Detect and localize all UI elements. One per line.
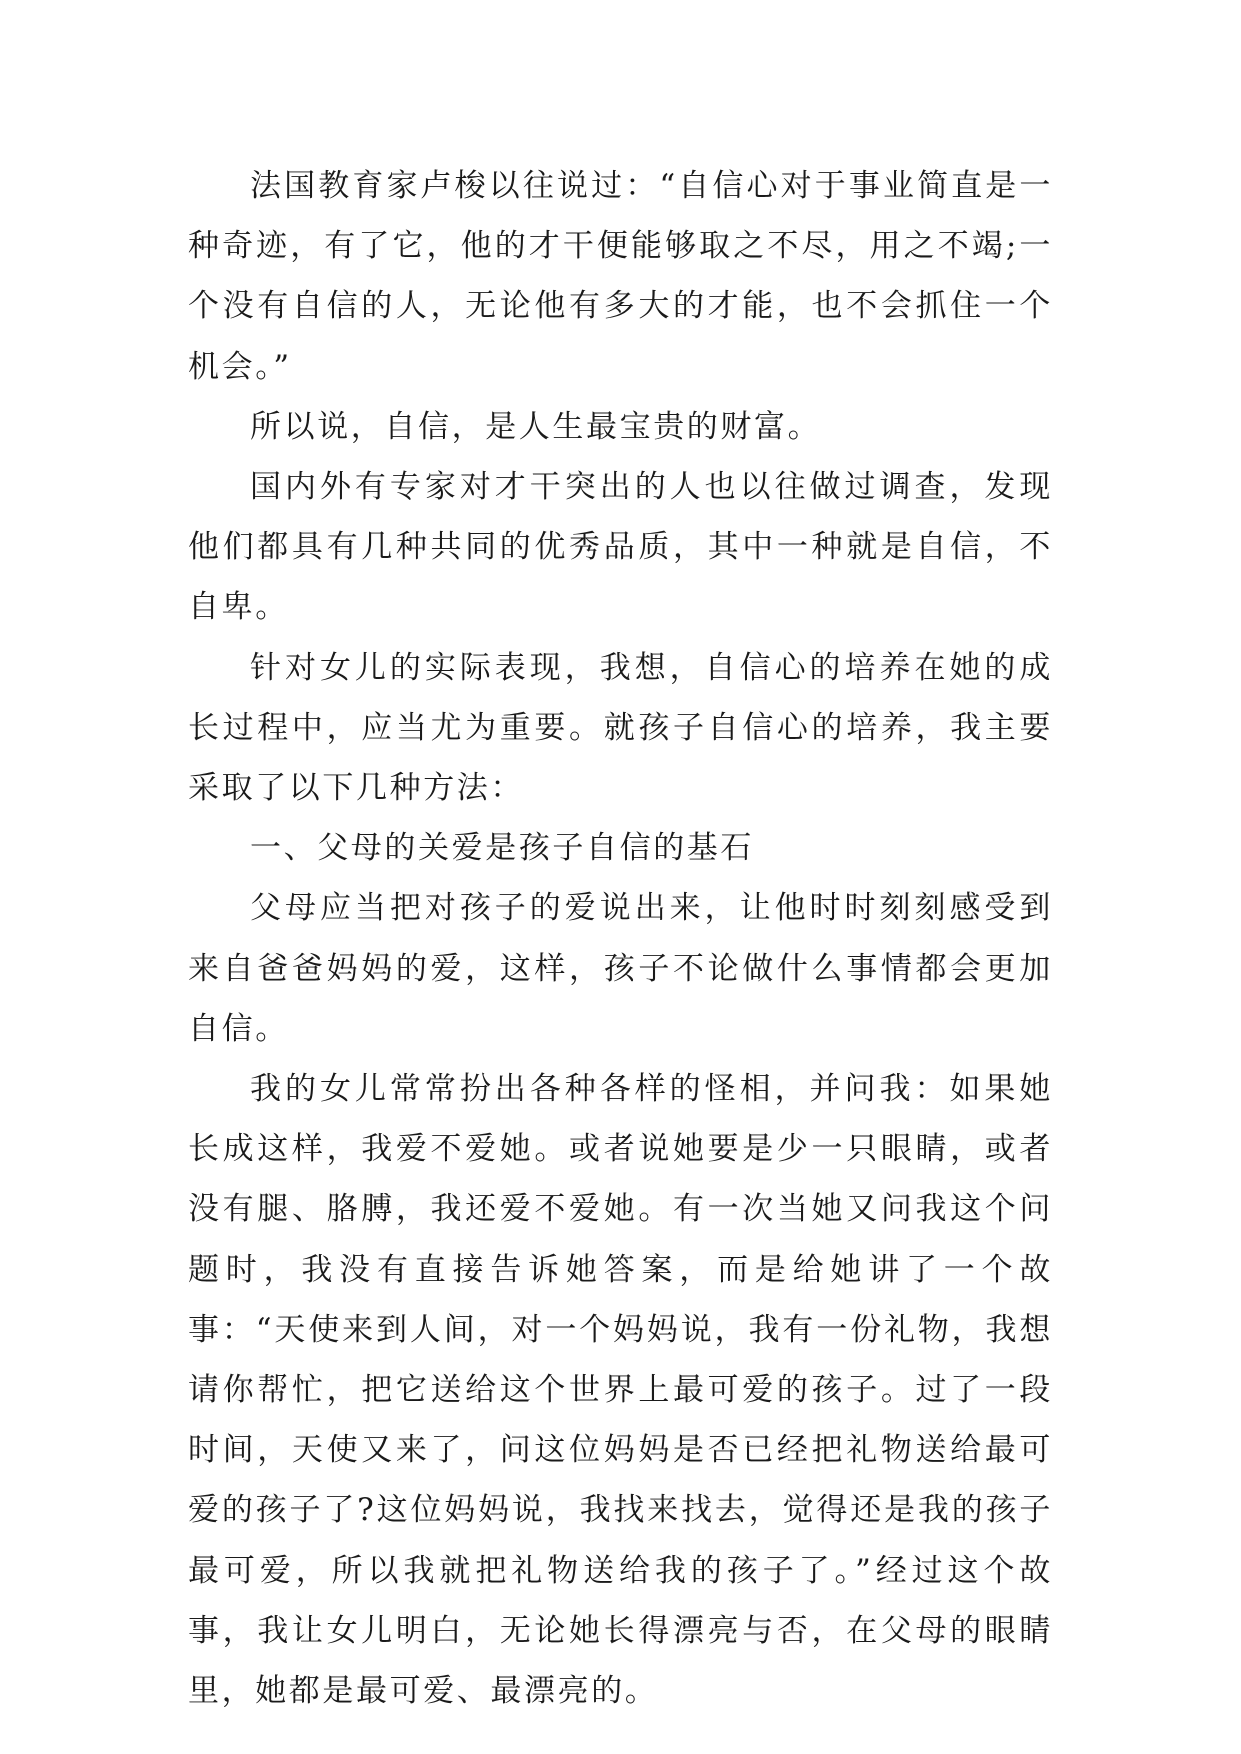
paragraph-angel-story: 我的女儿常常扮出各种各样的怪相，并问我：如果她长成这样，我爱不爱她。或者说她要是少一只眼睛，或者没有腿、胳膊，我还爱不爱她。有一次当她又问我这个问题时，我没有直接告诉她答案，而是给她讲了一个故事：“天使来到人间，对一个妈妈说，我有一份礼物，我想请你帮忙，把它送给这个世界上最可爱的孩子。过了一段时间，天使又来了，问这位妈妈是否已经把礼物送给最可爱的孩子了?这位妈妈说，我找来找去，觉得还是我的孩子最可爱，所以我就把礼物送给我的孩子了。”经过这个故事，我让女儿明白，无论她长得漂亮与否，在父母的眼睛里，她都是最可爱、最漂亮的。: [188, 1071, 1053, 1710]
section-heading-parental-love: 一、父母的关爱是孩子自信的基石: [250, 830, 754, 867]
document-body: [188, 156, 1053, 1721]
paragraph-daughter-methods: 针对女儿的实际表现，我想，自信心的培养在她的成长过程中，应当尤为重要。就孩子自信心的培养，我主要采取了以下几种方法：: [188, 649, 1053, 807]
paragraph-rousseau-quote: 法国教育家卢梭以往说过：“自信心对于事业简直是一种奇迹，有了它，他的才干便能够取之不尽，用之不竭;一个没有自信的人，无论他有多大的才能，也不会抓住一个机会。”: [188, 168, 1053, 385]
paragraph-express-love: 父母应当把对孩子的爱说出来，让他时时刻刻感受到来自爸爸妈妈的爱，这样，孩子不论做什么事情都会更加自信。: [188, 890, 1053, 1047]
paragraph-confidence-wealth: 所以说，自信，是人生最宝贵的财富。: [250, 408, 822, 445]
paragraph-expert-survey: 国内外有专家对才干突出的人也以往做过调查，发现他们都具有几种共同的优秀品质，其中一种就是自信，不自卑。: [188, 469, 1053, 626]
